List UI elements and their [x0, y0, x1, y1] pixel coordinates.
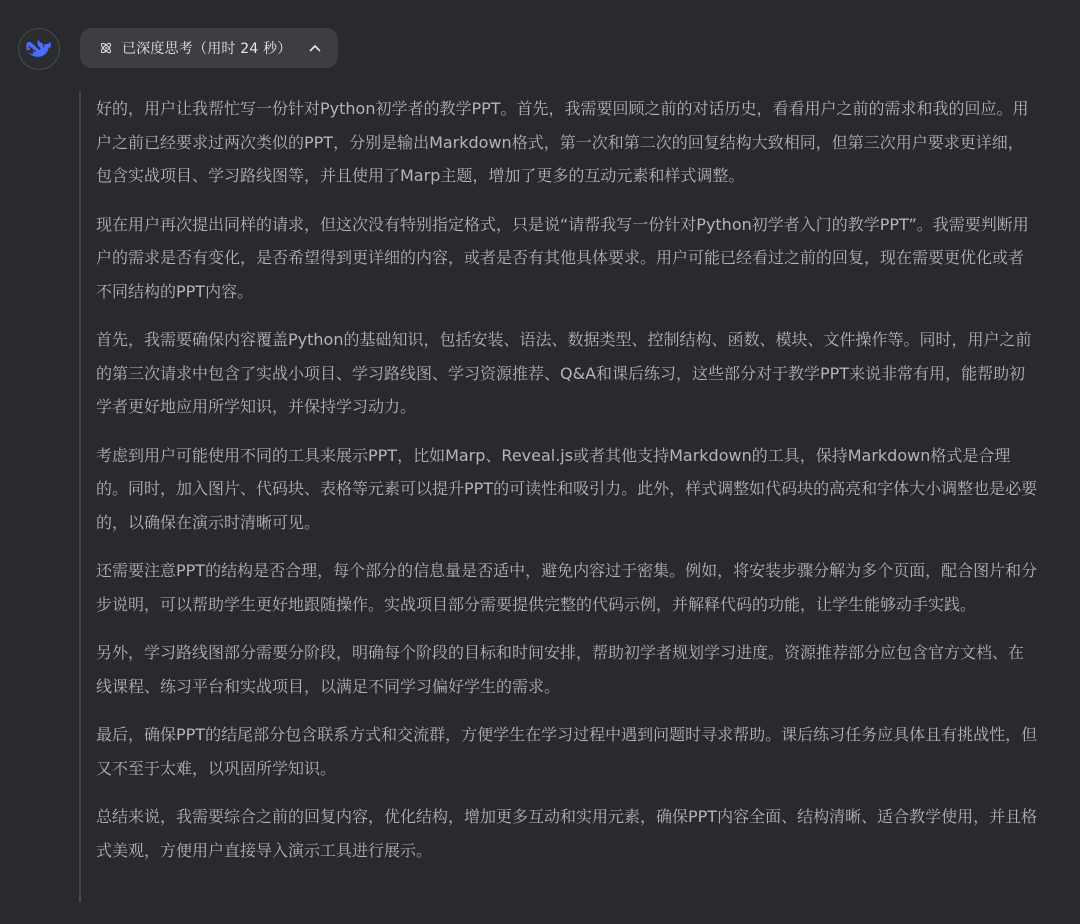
thinking-paragraph: 现在用户再次提出同样的请求，但这次没有特别指定格式，只是说“请帮我写一份针对Python初学者入门的教学PPT”。我需要判断用户的需求是否有变化，是否希望得到更详细的内容，或者是否有其他具体要求。用户可能已经看过之前的回复，现在需要更优化或者不同结构的PPT内容。 [96, 214, 1029, 301]
thinking-paragraph: 好的，用户让我帮忙写一份针对Python初学者的教学PPT。首先，我需要回顾之前的对话历史，看看用户之前的需求和我的回应。用户之前已经要求过两次类似的PPT，分别是输出Markdown格式，第一次和第二次的回复结构大致相同，但第三次用户要求更详细，包含实战项目、学习路线图等，并且使用了Marp主题，增加了更多的互动元素和样式调整。 [96, 99, 1029, 185]
thinking-paragraph: 最后，确保PPT的结尾部分包含联系方式和交流群，方便学生在学习过程中遇到问题时寻求帮助。课后练习任务应具体且有挑战性，但又不至于太难，以巩固所学知识。 [96, 725, 1038, 778]
assistant-avatar [18, 28, 60, 70]
thinking-content [79, 92, 1039, 902]
deep-thinking-label: 已深度思考（用时 24 秒） [122, 41, 292, 57]
deep-thinking-toggle-button[interactable] [80, 28, 338, 68]
atom-icon [98, 40, 114, 56]
thinking-paragraph: 另外，学习路线图部分需要分阶段，明确每个阶段的目标和时间安排，帮助初学者规划学习进度。资源推荐部分应包含官方文档、在线课程、练习平台和实战项目，以满足不同学习偏好学生的需求。 [96, 643, 1025, 696]
thinking-paragraph: 还需要注意PPT的结构是否合理，每个部分的信息量是否适中，避免内容过于密集。例如，将安装步骤分解为多个页面，配合图片和分步说明，可以帮助学生更好地跟随操作。实战项目部分需要提供完整的代码示例，并解释代码的功能，让学生能够动手实践。 [96, 561, 1038, 614]
chevron-up-icon [308, 41, 322, 55]
thinking-paragraph: 总结来说，我需要综合之前的回复内容，优化结构，增加更多互动和实用元素，确保PPT内容全面、结构清晰、适合教学使用，并且格式美观，方便用户直接导入演示工具进行展示。 [96, 807, 1038, 860]
deepseek-whale-icon [26, 39, 52, 59]
thinking-paragraph: 考虑到用户可能使用不同的工具来展示PPT，比如Marp、Reveal.js或者其他支持Markdown的工具，保持Markdown格式是合理的。同时，加入图片、代码块、表格等元素可以提升PPT的可读性和吸引力。此外，样式调整如代码块的高亮和字体大小调整也是必要的，以确保在演示时清晰可见。 [96, 445, 1038, 532]
thinking-paragraph: 首先，我需要确保内容覆盖Python的基础知识，包括安装、语法、数据类型、控制结构、函数、模块、文件操作等。同时，用户之前的第三次请求中包含了实战小项目、学习路线图、学习资源推荐、Q&A和课后练习，这些部分对于教学PPT来说非常有用，能帮助初学者更好地应用所学知识，并保持学习动力。 [96, 330, 1032, 416]
